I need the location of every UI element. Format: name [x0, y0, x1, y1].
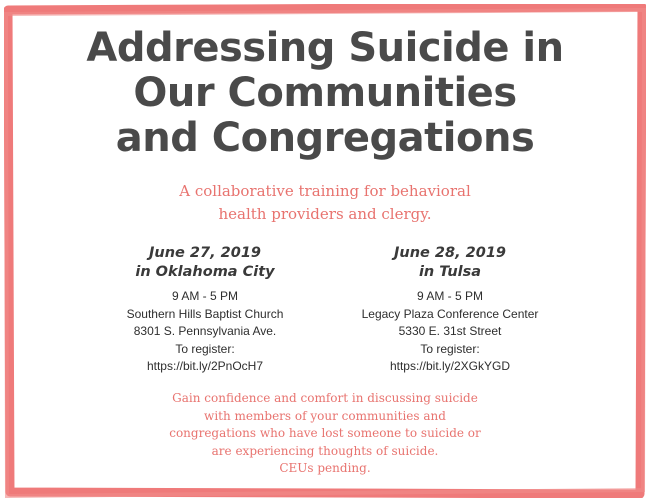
subtitle-line-2: health providers and clergy.	[218, 205, 432, 223]
title-line-2: Our Communities	[133, 70, 517, 116]
event-city: in Tulsa	[418, 264, 482, 280]
subtitle	[0, 180, 650, 226]
register-link[interactable]: https://bit.ly/2PnOcH7	[146, 359, 264, 373]
event-details	[335, 288, 565, 376]
event-venue: Southern Hills Baptist Church	[126, 306, 284, 321]
register-link[interactable]: https://bit.ly/2XGkYGD	[389, 359, 511, 373]
footer-description	[0, 390, 650, 478]
event-details	[90, 288, 320, 376]
event-oklahoma-city	[90, 244, 320, 376]
register-label: To register:	[420, 341, 480, 356]
footer-line-5: CEUs pending.	[279, 461, 371, 475]
event-time: 9 AM - 5 PM	[416, 289, 484, 303]
event-address: 5330 E. 31st Street	[398, 324, 502, 338]
event-address: 8301 S. Pennsylvania Ave.	[133, 324, 277, 338]
footer-line-2: with members of your communities and	[204, 408, 446, 423]
title-line-3: and Congregations	[115, 115, 535, 161]
footer-line-4: are experiencing thoughts of suicide.	[211, 443, 439, 458]
subtitle-line-1: A collaborative training for behavioral	[179, 182, 471, 200]
register-label: To register:	[175, 341, 235, 356]
event-time: 9 AM - 5 PM	[171, 289, 239, 303]
event-city: in Oklahoma City	[135, 264, 275, 280]
footer-line-3: congregations who have lost someone to suicide or	[169, 426, 481, 440]
page-title	[0, 26, 650, 161]
event-date: June 28, 2019	[393, 245, 506, 261]
event-date: June 27, 2019	[148, 245, 261, 261]
event-venue: Legacy Plaza Conference Center	[361, 306, 539, 321]
title-line-1: Addressing Suicide in	[86, 25, 564, 71]
footer-line-1: Gain confidence and comfort in discussing suicide	[172, 391, 478, 405]
event-tulsa	[335, 244, 565, 376]
